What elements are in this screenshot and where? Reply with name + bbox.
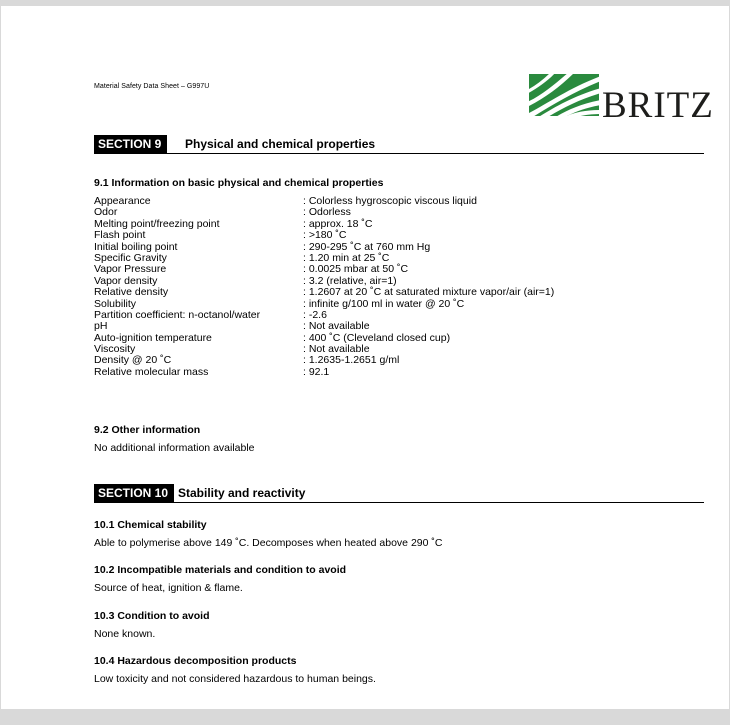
property-row: Relative molecular mass : 92.1 bbox=[94, 365, 330, 378]
section-10-title: Stability and reactivity bbox=[178, 486, 306, 500]
property-row: Viscosity : Not available bbox=[94, 343, 370, 356]
subsection-10-3-title: 10.3 Condition to avoid bbox=[94, 610, 210, 622]
property-row: Vapor Pressure : 0.0025 mbar at 50 ˚C bbox=[94, 263, 409, 276]
britz-logo bbox=[529, 74, 714, 126]
property-row: pH : Not available bbox=[94, 320, 370, 333]
property-row: Relative density : 1.2607 at 20 ˚C at saturated mixture vapor/air (air=1) bbox=[94, 286, 555, 299]
property-row: Initial boiling point : 290-295 ˚C at 760 mm Hg bbox=[94, 240, 431, 253]
subsection-10-1-title: 10.1 Chemical stability bbox=[94, 519, 207, 531]
property-row: Solubility : infinite g/100 ml in water @ 20 ˚C bbox=[94, 297, 465, 310]
section-9-title: Physical and chemical properties bbox=[185, 137, 376, 151]
section-9-badge: SECTION 9 bbox=[94, 135, 167, 153]
subsection-10-2-text: Source of heat, ignition & flame. bbox=[94, 582, 243, 594]
subsection-10-2-title: 10.2 Incompatible materials and condition to avoid bbox=[94, 564, 347, 576]
subsection-10-3-text: None known. bbox=[94, 628, 156, 640]
property-row: Flash point : >180 ˚C bbox=[94, 229, 347, 242]
palm-leaf-icon bbox=[529, 74, 599, 116]
property-row: Density @ 20 ˚C : 1.2635-1.2651 g/ml bbox=[94, 354, 400, 367]
viewer-bottom-bar bbox=[0, 709, 730, 725]
section-9-header bbox=[94, 135, 704, 154]
subsection-10-1-text: Able to polymerise above 149 ˚C. Decomposes when heated above 290 ˚C bbox=[94, 537, 443, 549]
properties-table bbox=[94, 196, 554, 378]
section-10-badge: SECTION 10 bbox=[94, 484, 174, 502]
document-page bbox=[1, 6, 729, 709]
document-title: Material Safety Data Sheet – G997U bbox=[94, 83, 210, 90]
subsection-10-4-text: Low toxicity and not considered hazardous to human beings. bbox=[94, 673, 376, 685]
logo-wordmark: BRITZ bbox=[602, 85, 714, 126]
property-row: Melting point/freezing point : approx. 18 ˚C bbox=[94, 217, 373, 230]
property-row: Appearance : Colorless hygroscopic viscous liquid bbox=[94, 195, 477, 207]
subsection-9-1-title: 9.1 Information on basic physical and chemical properties bbox=[94, 177, 384, 189]
property-row: Vapor density : 3.2 (relative, air=1) bbox=[94, 274, 397, 287]
property-row: Odor : Odorless bbox=[94, 206, 351, 219]
property-row: Partition coefficient: n-octanol/water : -2.6 bbox=[94, 308, 327, 321]
subsection-9-2-text: No additional information available bbox=[94, 442, 255, 454]
section-10-header bbox=[94, 484, 704, 503]
property-row: Specific Gravity : 1.20 min at 25 ˚C bbox=[94, 251, 390, 264]
subsection-10-4-title: 10.4 Hazardous decomposition products bbox=[94, 655, 297, 667]
subsection-9-2-title: 9.2 Other information bbox=[94, 424, 201, 436]
property-row: Auto-ignition temperature : 400 ˚C (Cleveland closed cup) bbox=[94, 331, 451, 344]
